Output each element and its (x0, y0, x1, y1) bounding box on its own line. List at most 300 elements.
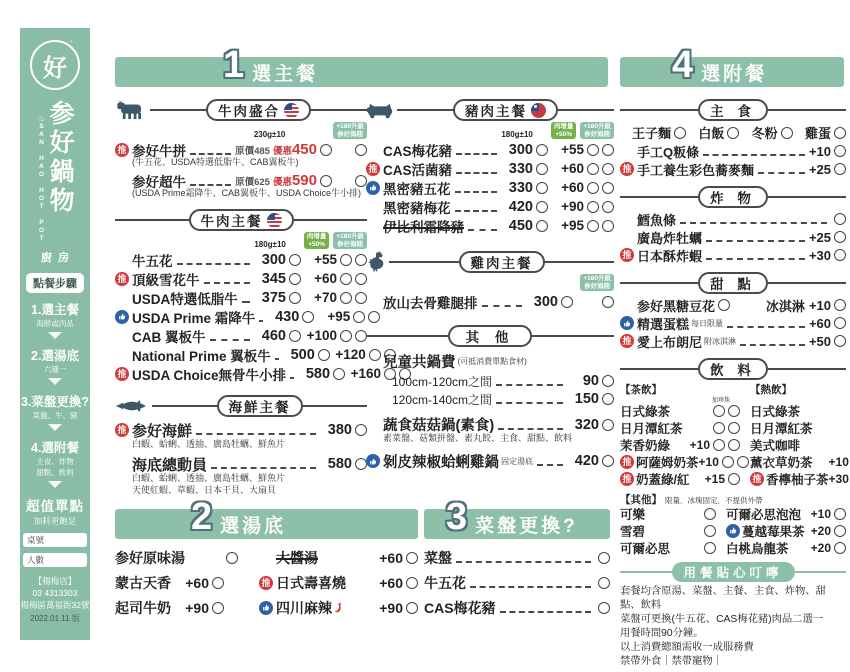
increase-circle[interactable] (587, 144, 599, 156)
option-circle[interactable] (602, 393, 614, 405)
promo-price: 450 (291, 141, 317, 158)
chicken-title: 雞肉主餐 (470, 256, 533, 271)
option-circle[interactable] (289, 254, 301, 266)
menu-row: 蒙古天香 +60 (115, 570, 245, 595)
pork-header (366, 99, 614, 121)
dessert-title: 甜 點 (710, 277, 756, 292)
option-circle[interactable] (674, 127, 686, 139)
soda-column (620, 505, 716, 556)
upcharge: +60 (314, 271, 337, 286)
other-drinks-columns (620, 505, 846, 556)
option-circle[interactable] (834, 525, 846, 537)
upgrade-circle[interactable] (602, 220, 614, 232)
option-circle[interactable] (406, 577, 418, 589)
menu-row (115, 269, 367, 288)
upcharge: +90 (561, 199, 584, 214)
fish-icon (115, 399, 149, 413)
price: +15 (704, 471, 725, 486)
pearl-note: 加珍珠 (711, 398, 730, 404)
increase-circle[interactable] (587, 201, 599, 213)
menu-row (115, 453, 367, 475)
soup-section (115, 545, 418, 620)
option-circle[interactable] (834, 542, 846, 554)
menu-row: 牛五花 (424, 570, 610, 595)
step-3: 3.菜盤更換? 菜盤、牛、豬 (21, 392, 89, 431)
menu-row: 日月潭紅茶 (750, 421, 813, 436)
price: 300 (533, 293, 558, 310)
step-2: 2.選湯底 六選一 (31, 346, 79, 385)
menu-row: 可爾必思泡泡 +10 (726, 505, 846, 522)
option-circle[interactable] (718, 299, 730, 311)
price: 375 (261, 289, 286, 306)
menu-row (115, 419, 367, 441)
upcharge: +160 (350, 366, 382, 381)
other-drinks-title: 【其他】 (620, 494, 662, 506)
store-info (21, 575, 90, 625)
menu-row (366, 414, 614, 435)
menu-row (620, 210, 846, 228)
item-name: 廣島炸牡蠣 (637, 230, 703, 246)
dessert-header (620, 272, 846, 294)
increase-circle[interactable] (587, 163, 599, 175)
section2-number: 2 (191, 496, 213, 538)
option-circle[interactable] (727, 127, 739, 139)
price: 300 (261, 251, 286, 268)
upcharge: +70 (314, 290, 337, 305)
hot-column (750, 382, 850, 487)
upgrade-circle[interactable] (602, 201, 614, 213)
upcharge: +95 (561, 218, 584, 233)
recommend-badge: 推 (115, 272, 129, 286)
menu-row: 白桃烏龍茶 +20 (726, 539, 846, 556)
increase-circle[interactable] (587, 220, 599, 232)
price: +10 (828, 454, 849, 469)
option-circle[interactable] (226, 552, 238, 564)
pearl-circle[interactable] (728, 439, 740, 451)
other-drinks-title-row (620, 492, 846, 505)
menu-row (115, 307, 367, 326)
brand-block (37, 100, 75, 243)
promo-price: 590 (291, 172, 317, 189)
recommend-badge: 推 (620, 334, 634, 348)
menu-row (366, 372, 614, 390)
pearl-circle[interactable] (728, 405, 740, 417)
menu-row: 日月潭紅茶 (620, 419, 740, 436)
pearl-circle[interactable] (737, 456, 749, 468)
seafood-header (115, 395, 367, 417)
chicken-colheads (366, 275, 614, 291)
recommend-badge: 推 (620, 472, 634, 486)
price: 90 (582, 373, 599, 389)
price: 580 (305, 365, 331, 382)
option-circle[interactable] (289, 273, 301, 285)
store-name: 【楊梅店】 (33, 576, 77, 586)
upgrade-circle[interactable] (602, 296, 614, 308)
price: +60 (379, 549, 403, 566)
menu-row (366, 178, 614, 197)
arrow-down-icon (48, 481, 62, 488)
pork-title: 豬肉主餐 (465, 104, 527, 119)
price: +90 (185, 599, 209, 616)
item-name: 参好牛拼 (132, 143, 186, 159)
item-name: CAB 翼板牛 (132, 329, 206, 345)
item-name: 牛五花 (132, 253, 173, 269)
promo-label: 優惠 (272, 176, 292, 188)
option-circle[interactable] (713, 422, 725, 434)
seafood-title: 海鮮主餐 (228, 400, 291, 415)
upgrade-circle[interactable] (602, 144, 614, 156)
swap-section (424, 545, 610, 620)
upcharge: +55 (561, 142, 584, 157)
brand-name: 参好鍋物 (46, 100, 75, 216)
section2-title: 選湯底 (220, 515, 287, 537)
beef-main-title: 牛肉主餐 (200, 214, 263, 229)
arrow-down-icon (48, 424, 62, 431)
item-name: 王子麵 (632, 126, 672, 141)
price: 380 (327, 422, 352, 438)
price: 420 (508, 198, 533, 215)
option-circle[interactable] (834, 508, 846, 520)
increase-circle[interactable] (340, 292, 352, 304)
menu-row (115, 288, 367, 307)
option-circle[interactable] (728, 473, 740, 485)
increase-circle[interactable] (340, 330, 352, 342)
thumbs-up-badge (366, 454, 380, 468)
option-circle[interactable] (561, 296, 573, 308)
staples-title: 主 食 (710, 104, 756, 119)
menu-row (115, 326, 367, 345)
menu-row: 雪碧 (620, 522, 716, 539)
price: 330 (508, 160, 533, 177)
recommend-badge: 推 (620, 455, 634, 469)
original-price: 原價625 (235, 176, 270, 188)
menu-row (366, 292, 614, 311)
weight-note: 180g±10 (501, 130, 533, 139)
increase-circle[interactable] (587, 182, 599, 194)
item-name-unavailable: 伊比利霜降豬 (383, 219, 464, 235)
price: +25 (808, 161, 831, 177)
option-circle[interactable] (834, 213, 846, 225)
upcharge: +60 (561, 180, 584, 195)
weight-note: 230g±10 (253, 130, 286, 139)
option-circle[interactable] (320, 144, 332, 156)
option-circle[interactable] (834, 249, 846, 261)
option-circle[interactable] (834, 335, 846, 347)
price: +10 (698, 454, 719, 469)
recommend-badge: 推 (620, 162, 634, 176)
menu-version: 2022.01.11 版 (30, 614, 80, 623)
price: +60 (185, 574, 209, 591)
notice-line: 禁帶外食｜禁帶寵物｜ (620, 656, 723, 667)
item-name: 120cm-140cm之間 (392, 392, 493, 407)
increase-circle[interactable] (340, 273, 352, 285)
dotted-leader (190, 176, 231, 186)
rooster-icon (366, 251, 386, 273)
thumbs-up-badge (726, 524, 740, 538)
table-number-field[interactable]: 桌號 (23, 533, 87, 547)
option-circle[interactable] (318, 349, 330, 361)
option-circle[interactable] (536, 163, 548, 175)
option-circle[interactable] (536, 201, 548, 213)
item-name: 鱈魚條 (637, 212, 677, 228)
beef-main-colheads (115, 233, 367, 249)
menu-row: CAS梅花豬 (424, 595, 610, 620)
chili-icon (334, 602, 343, 613)
pearl-circle[interactable] (728, 422, 740, 434)
option-circle[interactable] (320, 175, 332, 187)
item-name: CAS梅花豬 (383, 143, 453, 159)
item-name: 黑密豬梅花 (383, 200, 451, 216)
item-name: 海底總動員 (132, 456, 208, 474)
item-name: 日本酥炸蝦 (637, 248, 703, 264)
item-name: 愛上布朗尼 (637, 334, 703, 350)
item-name: 黑密豬五花 (383, 181, 451, 197)
original-price: 原價485 (235, 145, 270, 157)
menu-row: 参好原味湯 (115, 545, 245, 570)
price: 345 (261, 270, 286, 287)
menu-row (620, 332, 846, 350)
item-desc: 白蝦、蛤蜊、透抽、廣島牡蠣、鮮魚片 (132, 473, 286, 483)
item-desc: 素菜盤、菇類拼盤、素丸餃、主食、甜點、飲料 (383, 433, 573, 443)
menu-row: 菜盤 (424, 545, 610, 570)
option-circle[interactable] (722, 456, 734, 468)
pork-column (366, 94, 614, 472)
price: 150 (574, 391, 599, 407)
menu-row (620, 228, 846, 246)
logo-character: 好 (43, 54, 67, 82)
menu-row (259, 545, 418, 570)
option-circle[interactable] (704, 508, 716, 520)
fried-header (620, 186, 846, 208)
option-circle[interactable] (406, 552, 418, 564)
kitchen-label: 廚房 (41, 252, 75, 264)
menu-row (620, 246, 846, 264)
menu-row (115, 364, 382, 383)
item-name: USDA Choice無骨牛小排 (132, 367, 287, 383)
item-name: 参好超牛 (132, 174, 186, 190)
value-addon-label: 超值單點 加料更飽足 (26, 499, 84, 526)
recommend-badge: 推 (115, 143, 129, 157)
upgrade-badge: +180升級 参好海陸 (580, 122, 614, 139)
section4-banner (620, 44, 844, 87)
item-name: 頂級雪花牛 (132, 272, 200, 288)
option-circle[interactable] (536, 182, 548, 194)
option-circle[interactable] (704, 525, 716, 537)
menu-row (366, 140, 614, 159)
thumbs-up-badge (115, 310, 129, 324)
other-header (366, 325, 614, 347)
option-circle[interactable] (834, 317, 846, 329)
menu-row: 美式咖啡 (750, 438, 801, 453)
notice-line: 套餐均含原湯、菜盤、主餐、主食、炸物、甜點、飲料 (620, 586, 826, 611)
item-name: USDA特選低脂牛 (132, 291, 238, 307)
tea-column (620, 382, 740, 487)
option-circle[interactable] (713, 405, 725, 417)
menu-row (115, 345, 367, 364)
price: +50 (808, 333, 831, 349)
menu-row (115, 250, 367, 269)
option-circle[interactable] (598, 602, 610, 614)
price: +10 (808, 143, 831, 159)
option-circle[interactable] (598, 577, 610, 589)
thumbs-up-badge (366, 181, 380, 195)
item-name: 参好海鮮 (132, 422, 193, 440)
menu-row: 日式綠茶 (750, 404, 801, 419)
section1-title: 選主餐 (252, 63, 319, 85)
item-name: 手工Q粄條 (637, 144, 700, 160)
option-circle[interactable] (406, 602, 418, 614)
side-dish-column (620, 94, 849, 669)
section4-number: 4 (672, 44, 694, 86)
fruit-tea-column (726, 505, 846, 556)
option-circle[interactable] (713, 439, 725, 451)
beef-main-header (115, 209, 367, 231)
price: 430 (275, 308, 300, 325)
option-circle[interactable] (834, 163, 846, 175)
option-circle[interactable] (834, 145, 846, 157)
increase-circle[interactable] (340, 254, 352, 266)
item-name: 白飯 (698, 126, 725, 141)
price: +60 (379, 574, 403, 591)
item-name: 精選蛋糕 (637, 316, 690, 332)
meat-increase-badge: 肉增量 +50% (304, 232, 330, 249)
price: +60 (808, 315, 831, 331)
arrow-down-icon (48, 332, 62, 339)
option-circle[interactable] (212, 602, 224, 614)
recommend-badge: 推 (750, 472, 764, 486)
upgrade-badge: +180升級 参好海陸 (333, 122, 367, 139)
item-note: 固定湯底 (501, 456, 533, 466)
hot-title: 【熱飲】 (750, 384, 792, 396)
menu-row (620, 160, 846, 178)
menu-row (620, 142, 846, 160)
item-name: 冬粉 (751, 126, 778, 141)
recommend-badge: 推 (115, 423, 129, 437)
option-circle[interactable] (536, 144, 548, 156)
option-circle[interactable] (333, 368, 345, 380)
menu-row: 四川麻辣 +90 (259, 595, 418, 620)
other-title: 其 他 (465, 330, 515, 345)
recommend-badge: 推 (366, 162, 380, 176)
upcharge: +55 (314, 252, 337, 267)
sidebar (20, 28, 90, 640)
menu-row (366, 216, 614, 235)
item-note: (可抵消費單點食材) (457, 357, 527, 366)
menu-row: 推 奶蓋綠/紅 +15 (620, 470, 740, 487)
promo-label: 優惠 (272, 145, 292, 157)
menu-row: 推 香檸柚子茶 +30 (750, 470, 850, 487)
item-name: 蔬食菇菇鍋(素食) (383, 418, 495, 434)
price: +25 (808, 229, 831, 245)
section3-number: 3 (446, 496, 468, 538)
price: +10 (808, 297, 831, 313)
dotted-leader (190, 145, 231, 155)
menu-row: 茉香奶綠 +10 (620, 436, 740, 453)
menu-row (366, 450, 614, 472)
price: 460 (261, 327, 286, 344)
upcharge: +100 (306, 328, 337, 343)
brand-name-en: SAN HAO HOT POT (37, 123, 45, 243)
beef-combo-header (115, 99, 367, 121)
item-desc: (牛五花、USDA特選低脂牛、CAB翼板牛) (132, 157, 299, 167)
increase-circle[interactable] (353, 311, 365, 323)
item-name: 雞蛋 (804, 126, 831, 141)
option-circle[interactable] (598, 552, 610, 564)
price: +90 (379, 599, 403, 616)
staples-quad-row (632, 123, 846, 142)
beef-column (115, 94, 382, 499)
item-note: 附冰淇淋 (704, 336, 737, 346)
notice-line: 菜盤可更換(牛五花、CAS梅花豬)肉品二選一 (620, 614, 824, 625)
section1-banner (115, 44, 608, 87)
item-desc: 白蝦、蛤蜊、透抽、廣島牡蠣、鮮魚片 (132, 439, 286, 449)
option-circle[interactable] (602, 419, 614, 431)
item-name-unavailable: 大醬湯 (276, 549, 318, 566)
option-circle[interactable] (781, 127, 793, 139)
recommend-badge: 推 (620, 248, 634, 262)
recommend-badge: 推 (115, 367, 129, 381)
item-desc: (USDA Prime霜降牛、CAB翼板牛、USDA Choice牛小排) (132, 188, 362, 198)
item-name: 参好黑糖豆花 (637, 298, 716, 314)
pork-colheads (366, 123, 614, 139)
item-name: 手工養生彩色蕎麥麵 (637, 162, 755, 178)
option-circle[interactable] (212, 577, 224, 589)
price: +30 (808, 247, 831, 263)
upgrade-badge: +180升級 参好海陸 (580, 274, 614, 291)
option-circle[interactable] (834, 231, 846, 243)
us-flag-icon (267, 213, 282, 228)
menu-row: 可爾必思 (620, 539, 716, 556)
option-circle[interactable] (602, 375, 614, 387)
tea-title: 【茶飲】 (620, 384, 662, 396)
step-4: 4.選附餐 主食、炸物 甜點、飲料 (31, 438, 79, 488)
notice-header (620, 562, 846, 582)
thumbs-up-badge (259, 601, 273, 615)
item-note: 每日限量 (691, 318, 724, 328)
item-name: 放山去骨雞腿排 (383, 295, 478, 311)
upcharge: +120 (335, 347, 366, 362)
option-circle[interactable] (289, 330, 301, 342)
item-name: National Prime 翼板牛 (132, 348, 271, 364)
item-name: CAS活菌豬 (383, 162, 453, 178)
option-circle[interactable] (536, 220, 548, 232)
menu-row (366, 159, 614, 178)
menu-row (366, 197, 614, 216)
upgrade-circle[interactable] (602, 182, 614, 194)
drinks-title: 飲 料 (710, 363, 756, 378)
upcharge: +60 (561, 161, 584, 176)
menu-row: 薰衣草奶茶 +10 (750, 454, 849, 470)
item-name: 冰淇淋 (765, 298, 805, 314)
upgrade-circle[interactable] (602, 163, 614, 175)
recommend-badge: 推 (259, 576, 273, 590)
option-circle[interactable] (302, 311, 314, 323)
drinks-columns (620, 382, 849, 487)
menu-row: 推 日式壽喜燒 +60 (259, 570, 418, 595)
option-circle[interactable] (834, 127, 846, 139)
people-count-field[interactable]: 人數 (23, 553, 87, 567)
option-circle[interactable] (704, 542, 716, 554)
option-circle[interactable] (834, 299, 846, 311)
menu-row: 蔓越莓果茶 +20 (726, 522, 846, 539)
option-circle[interactable] (289, 292, 301, 304)
arrow-down-icon (48, 378, 62, 385)
price: 420 (574, 453, 599, 469)
staples-header (620, 99, 846, 121)
menu-row (366, 390, 614, 408)
price: +30 (828, 471, 849, 486)
option-circle[interactable] (602, 455, 614, 467)
